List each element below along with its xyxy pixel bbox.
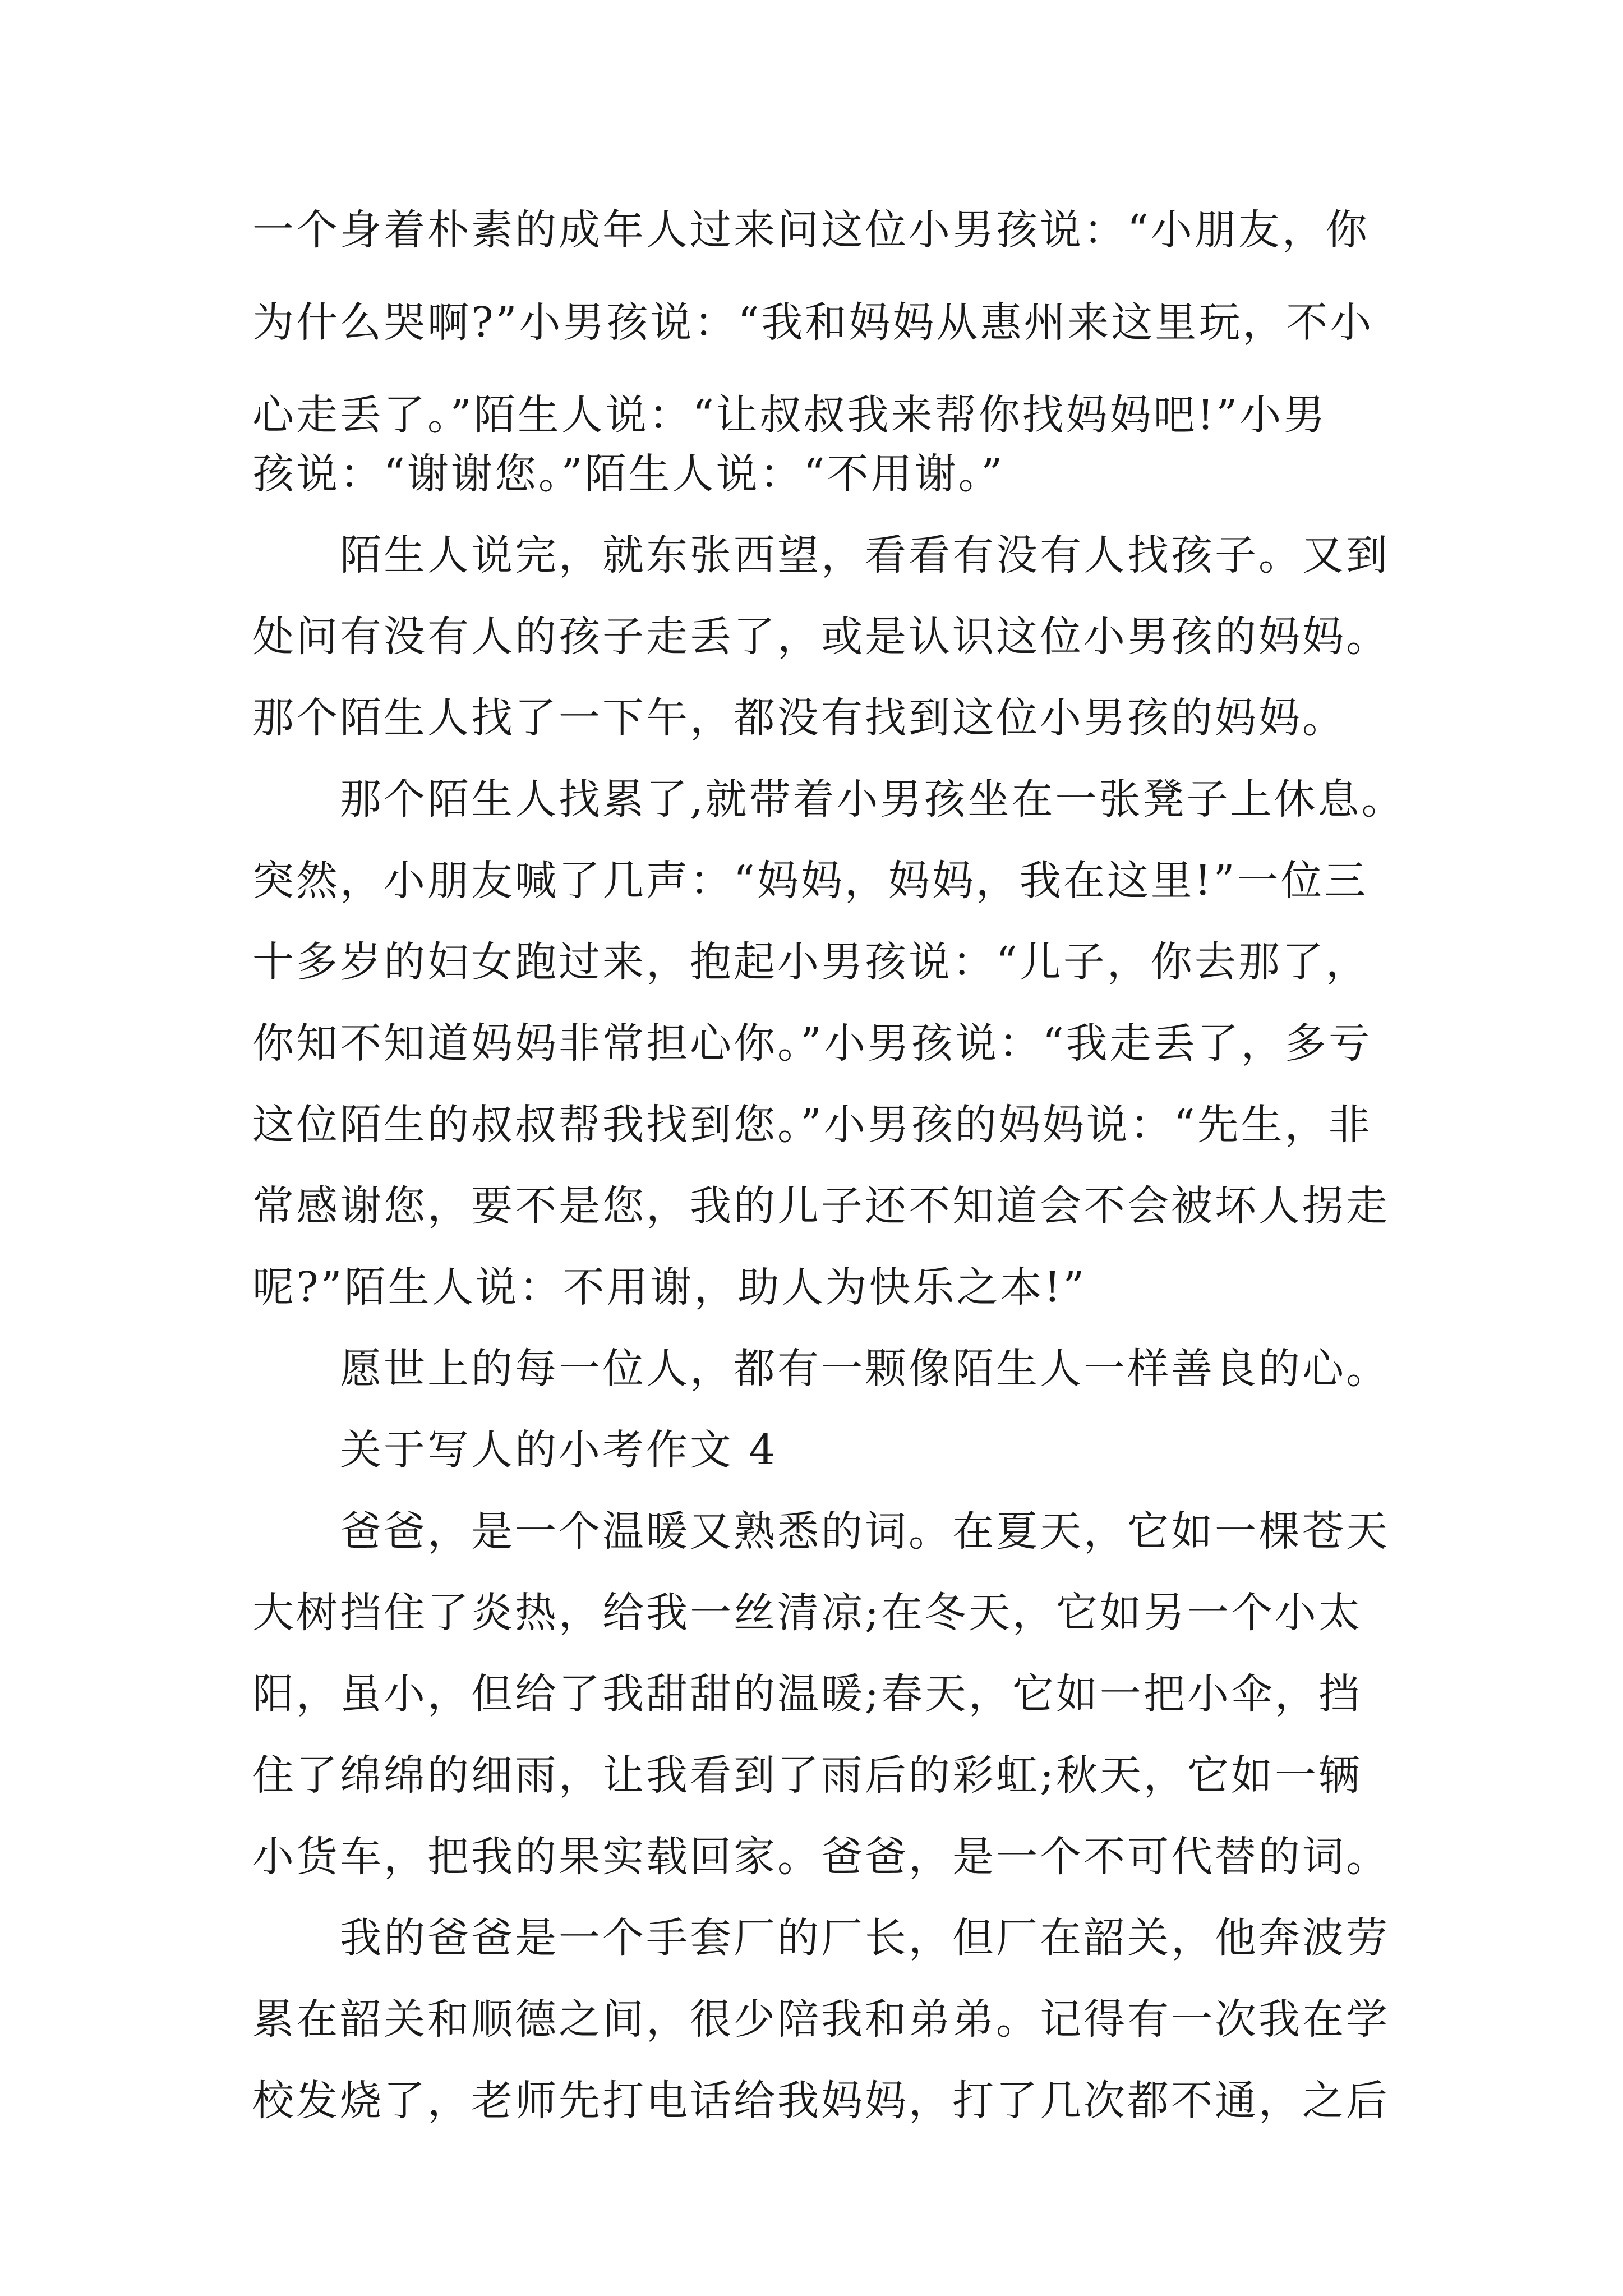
text-line: 常感谢您，要不是您，我的儿子还不知道会不会被坏人拐走 [252, 1182, 1390, 1230]
text-line: 心走丢了。”陌生人说：“让叔叔我来帮你找妈妈吧!”小男 [252, 391, 1327, 439]
text-line: 处问有没有人的孩子走丢了，或是认识这位小男孩的妈妈。 [252, 613, 1390, 661]
text-line: 这位陌生的叔叔帮我找到您。”小男孩的妈妈说：“先生，非 [252, 1101, 1372, 1149]
text-line: 愿世上的每一位人，都有一颗像陌生人一样善良的心。 [340, 1345, 1390, 1393]
text-line: 你知不知道妈妈非常担心你。”小男孩说：“我走丢了，多亏 [252, 1019, 1372, 1068]
text-line: 为什么哭啊?”小男孩说：“我和妈妈从惠州来这里玩，不小 [252, 298, 1374, 347]
text-line: 那个陌生人找累了,就带着小男孩坐在一张凳子上休息。 [340, 775, 1405, 823]
text-line: 小货车，把我的果实载回家。爸爸，是一个不可代替的词。 [252, 1833, 1390, 1881]
text-line: 大树挡住了炎热，给我一丝清凉;在冬天，它如另一个小太 [252, 1589, 1362, 1637]
text-line: 孩说：“谢谢您。”陌生人说：“不用谢。” [252, 450, 1005, 498]
text-line: 十多岁的妇女跑过来，抱起小男孩说：“儿子，你去那了， [252, 938, 1370, 986]
text-line: 一个身着朴素的成年人过来问这位小男孩说：“小朋友，你 [252, 206, 1370, 254]
text-line: 校发烧了，老师先打电话给我妈妈，打了几次都不通，之后 [252, 2077, 1390, 2125]
text-line: 那个陌生人找了一下午，都没有找到这位小男孩的妈妈。 [252, 694, 1346, 742]
text-line: 呢?”陌生人说：不用谢，助人为快乐之本!” [252, 1263, 1087, 1312]
section-heading: 关于写人的小考作文 4 [340, 1426, 778, 1474]
text-line: 陌生人说完，就东张西望，看看有没有人找孩子。又到 [340, 531, 1390, 579]
text-line: 爸爸，是一个温暖又熟悉的词。在夏天，它如一棵苍天 [340, 1507, 1390, 1556]
text-line: 住了绵绵的细雨，让我看到了雨后的彩虹;秋天，它如一辆 [252, 1751, 1362, 1800]
text-line: 我的爸爸是一个手套厂的厂长，但厂在韶关，他奔波劳 [340, 1914, 1390, 1962]
text-line: 阳，虽小，但给了我甜甜的温暖;春天，它如一把小伞，挡 [252, 1670, 1362, 1718]
text-line: 突然，小朋友喊了几声：“妈妈，妈妈，我在这里!”一位三 [252, 857, 1368, 905]
text-line: 累在韶关和顺德之间，很少陪我和弟弟。记得有一次我在学 [252, 1995, 1390, 2044]
